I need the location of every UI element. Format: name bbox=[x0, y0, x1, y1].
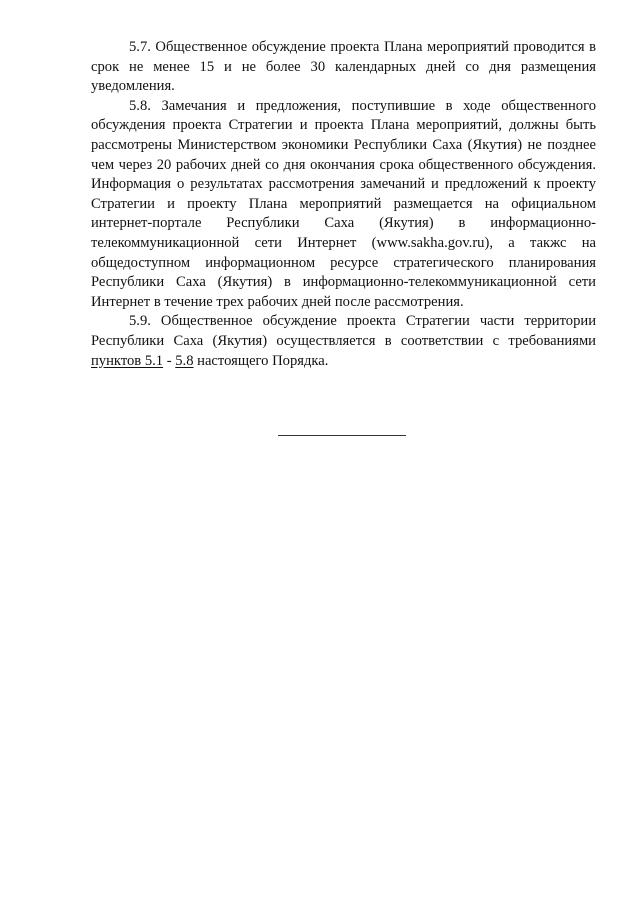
paragraph-5-9 bbox=[91, 312, 596, 371]
document-page bbox=[91, 38, 596, 371]
end-divider bbox=[278, 435, 406, 436]
paragraph-5-9-text: 5.9. Общественное обсуждение проекта Стратегии части территории Республики Саха (Якутия) осуществляется в соответствии с требованиями bbox=[91, 313, 596, 349]
link-points-5-1[interactable]: пунктов 5.1 bbox=[91, 352, 164, 369]
range-separator: - bbox=[163, 352, 176, 369]
link-point-5-8[interactable]: 5.8 bbox=[175, 352, 194, 369]
paragraph-5-9-ending: настоящего Порядка. bbox=[193, 352, 329, 369]
paragraph-5-7: 5.7. Общественное обсуждение проекта Плана мероприятий проводится в срок не менее 15 и не более 30 календарных дней со дня размещения уведомления. bbox=[91, 39, 596, 95]
paragraph-5-8: 5.8. Замечания и предложения, поступившие в ходе общественного обсуждения проекта Стратегии и проекта Плана мероприятий, должны быть рассмотрены Министерством экономики Республики Саха (Якутия) не позднее чем через 20 рабочих дней со дня окончания срока общественного обсуждения. Информация о результатах рассмотрения замечаний и предложений к проекту Стратегии и проекту Плана мероприятий размещается на официальном интернет-портале Республики Саха (Якутия) в информационно-телекоммуникационной сети Интернет (www.sakha.gov.ru), а такжс на общедоступном информационном ресурсе стратегического планирования Республики Саха (Якутия) в информационно-телекоммуникационной сети Интернет в течение трех рабочих дней после рассмотрения. bbox=[91, 97, 596, 310]
